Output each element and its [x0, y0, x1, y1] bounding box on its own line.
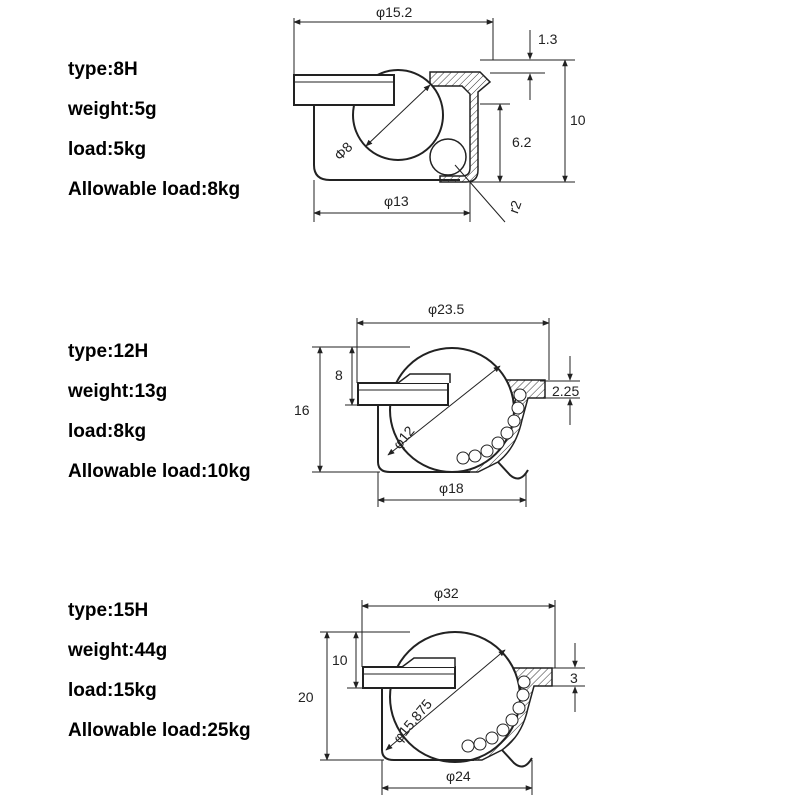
load-label: load:8kg — [68, 421, 147, 442]
dim-radius: r2 — [505, 198, 525, 216]
dim-top-dia: φ32 — [434, 585, 459, 601]
dim-ball: φ15.875 — [389, 695, 436, 746]
dim-lip: 1.3 — [538, 31, 558, 47]
dim-flange: 2.25 — [552, 383, 580, 399]
dim-height: 16 — [294, 402, 310, 418]
drawing-15h — [298, 585, 585, 795]
allowable-load-label: Allowable load:8kg — [68, 179, 241, 200]
type-label: type:8H — [68, 59, 138, 80]
dim-inner-height: 6.2 — [512, 134, 532, 150]
dim-ball: φ12 — [389, 422, 418, 452]
allowable-load-label: Allowable load:25kg — [68, 720, 251, 741]
weight-label: weight:44g — [68, 640, 168, 661]
load-label: load:5kg — [68, 139, 147, 160]
weight-label: weight:13g — [68, 381, 168, 402]
dim-height: 20 — [298, 689, 314, 705]
dim-base-dia: φ18 — [439, 480, 464, 496]
dim-flange: 3 — [570, 670, 578, 686]
dim-height: 10 — [570, 112, 586, 128]
dim-upper-height: 10 — [332, 652, 348, 668]
dim-top-dia: φ15.2 — [376, 4, 413, 20]
drawing-12h — [294, 301, 580, 507]
dim-base-dia: φ13 — [384, 193, 409, 209]
drawing-8h — [294, 4, 586, 222]
type-label: type:15H — [68, 600, 149, 621]
dim-base-dia: φ24 — [446, 768, 471, 784]
load-label: load:15kg — [68, 680, 157, 701]
dim-top-dia: φ23.5 — [428, 301, 465, 317]
dim-ball: Φ8 — [330, 138, 356, 164]
allowable-load-label: Allowable load:10kg — [68, 461, 251, 482]
type-label: type:12H — [68, 341, 149, 362]
weight-label: weight:5g — [68, 99, 157, 120]
dim-upper-height: 8 — [335, 367, 343, 383]
